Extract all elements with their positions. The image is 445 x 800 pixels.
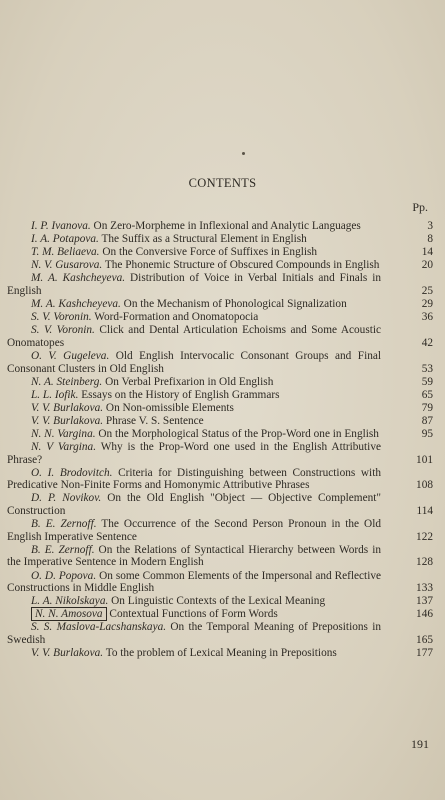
toc-entry: [7, 349, 433, 375]
entry-author: D. P. Novikov.: [31, 492, 102, 505]
entry-title: On the Temporal Meaning of Prepositions in Swedish: [7, 621, 381, 646]
entry-title: The Occurrence of the Second Person Pronoun in the Old English Imperative Sentence: [7, 518, 381, 543]
entry-author: V. V. Burlakova.: [31, 401, 104, 414]
entry-author: S. S. Maslova-Lacshanskaya.: [31, 621, 167, 634]
entry-page-number: 25: [421, 284, 433, 297]
entry-author: B. E. Zernoff.: [31, 518, 97, 531]
entry-title: Distribution of Voice in Verbal Initials and Finals in English: [7, 272, 382, 297]
toc-entry: [7, 518, 433, 543]
entry-author: L. L. Iofik.: [31, 388, 79, 401]
entry-page-number: 177: [416, 647, 433, 660]
entry-author: S. V. Voronin.: [31, 311, 92, 324]
entry-title: On Zero-Morpheme in Inflexional and Analytic Languages: [93, 220, 361, 232]
entry-author: L. A. Nikolskaya.: [31, 595, 109, 608]
entry-title: Contextual Functions of Form Words: [109, 608, 278, 621]
entry-page-number: 165: [416, 634, 433, 646]
entry-page-number: 114: [416, 505, 433, 518]
toc-entry: [7, 428, 433, 441]
entry-author: S. V. Voronin.: [31, 324, 95, 337]
entry-author: N. A. Steinberg.: [31, 375, 103, 388]
entry-title: Phrase V. S. Sentence: [105, 414, 204, 427]
entry-title: On the Mechanism of Phonological Signalization: [123, 298, 347, 311]
entry-author: M. A. Kashcheyeva.: [31, 298, 121, 311]
toc-entry: [7, 608, 433, 621]
toc-entry: [7, 569, 433, 595]
entry-author: V. V. Burlakova.: [31, 647, 104, 660]
entry-page-number: 146: [416, 608, 433, 621]
entry-page-number: 122: [416, 530, 433, 543]
entry-author: M. A. Kashcheyeva.: [31, 272, 126, 285]
entry-author: I. A. Potapova.: [31, 233, 99, 246]
toc-entry: [7, 324, 433, 349]
entry-title: To the problem of Lexical Meaning in Prepositions: [105, 647, 337, 660]
toc-entry: [7, 595, 433, 608]
toc-entry: [7, 466, 433, 492]
entry-author: O. D. Popova.: [31, 569, 97, 582]
toc-entry: [7, 233, 433, 246]
toc-entry: [7, 220, 433, 233]
entry-title: On the Morphological Status of the Prop-Word one in English: [98, 428, 379, 440]
entry-page-number: 137: [416, 595, 433, 608]
entry-page-number: 101: [416, 453, 433, 466]
entry-page-number: 14: [421, 246, 433, 259]
toc-entry: [7, 388, 433, 402]
toc-entry: [7, 375, 433, 389]
toc-entry: [7, 298, 433, 311]
toc-entry: [7, 621, 433, 646]
entry-title: The Phonemic Structure of Obscured Compounds in English: [104, 259, 380, 272]
entry-title: On Non-omissible Elements: [105, 401, 234, 414]
toc-entry: [7, 311, 433, 324]
entry-title: On the Old English "Object — Objective Complement" Construction: [7, 492, 381, 518]
toc-entry: [7, 441, 433, 466]
entry-page-number: 108: [416, 479, 433, 492]
entry-author: N. V. Gusarova.: [31, 259, 103, 272]
entry-page-number: 59: [421, 375, 433, 388]
entry-page-number: 95: [421, 428, 433, 440]
entry-page-number: 3: [427, 220, 433, 232]
entry-title: Click and Dental Articulation Echoisms and Some Acoustic Onomatopes: [7, 324, 382, 349]
entry-author: B. E. Zernoff.: [31, 543, 95, 556]
entry-page-number: 42: [421, 336, 433, 349]
entry-page-number: 65: [421, 388, 433, 401]
entry-author: N. N. Amosova: [31, 607, 107, 621]
entry-title: On the Relations of Syntactical Hierarchy between Words in the Imperative Sentence in Modern English: [7, 543, 381, 569]
entry-author: O. I. Brodovitch.: [31, 466, 113, 479]
toc-entry: [7, 647, 433, 660]
entry-page-number: 36: [421, 311, 433, 324]
entry-page-number: 79: [421, 401, 433, 414]
entry-title: On the Conversive Force of Suffixes in English: [102, 246, 318, 259]
entry-title: Why is the Prop-Word one used in the English Attributive Phrase?: [7, 441, 381, 466]
toc-entry: [7, 259, 433, 272]
entry-page-number: 53: [421, 362, 433, 375]
entry-page-number: 8: [427, 233, 433, 246]
entry-author: N. N. Vargina.: [31, 428, 96, 440]
contents-heading: CONTENTS: [188, 176, 257, 190]
entry-page-number: 133: [416, 582, 433, 595]
page-column-label: Pp.: [412, 200, 428, 214]
toc-entry: [7, 246, 433, 259]
entry-title: On some Common Elements of the Impersonal and Reflective Constructions in Middle English: [7, 569, 381, 595]
entry-title: On Linguistic Contexts of the Lexical Meaning: [111, 595, 326, 608]
entry-author: N. V Vargina.: [31, 441, 97, 454]
toc-entry: [7, 272, 433, 297]
toc-entry: [7, 401, 433, 415]
toc-entry: [7, 414, 433, 428]
entry-title: On Verbal Prefixarion in Old English: [105, 375, 274, 388]
entry-page-number: 128: [416, 556, 433, 569]
entry-author: O. V. Gugeleva.: [31, 349, 110, 362]
entry-page-number: 29: [421, 298, 433, 311]
entry-author: V. V. Burlakova.: [31, 414, 104, 427]
entry-title: The Suffix as a Structural Element in English: [101, 233, 307, 246]
entry-title: Word-Formation and Onomatopocia: [94, 311, 259, 324]
entry-page-number: 87: [421, 414, 433, 427]
entry-author: T. M. Beliaeva.: [31, 246, 100, 259]
ink-speck: [242, 152, 245, 155]
entry-title: Criteria for Distinguishing between Constructions with Predicative Non-Finite Forms and Homonymic Attributive Phrases: [7, 466, 381, 492]
toc-entry: [7, 543, 433, 569]
table-of-contents: [7, 220, 433, 660]
entry-page-number: 20: [421, 259, 433, 272]
toc-entry: [7, 492, 433, 518]
page-number: 191: [411, 737, 429, 751]
entry-author: I. P. Ivanova.: [31, 220, 91, 232]
entry-title: Old English Intervocalic Consonant Groups and Final Consonant Clusters in Old English: [7, 349, 382, 375]
entry-title: Essays on the History of English Grammars: [81, 388, 280, 401]
